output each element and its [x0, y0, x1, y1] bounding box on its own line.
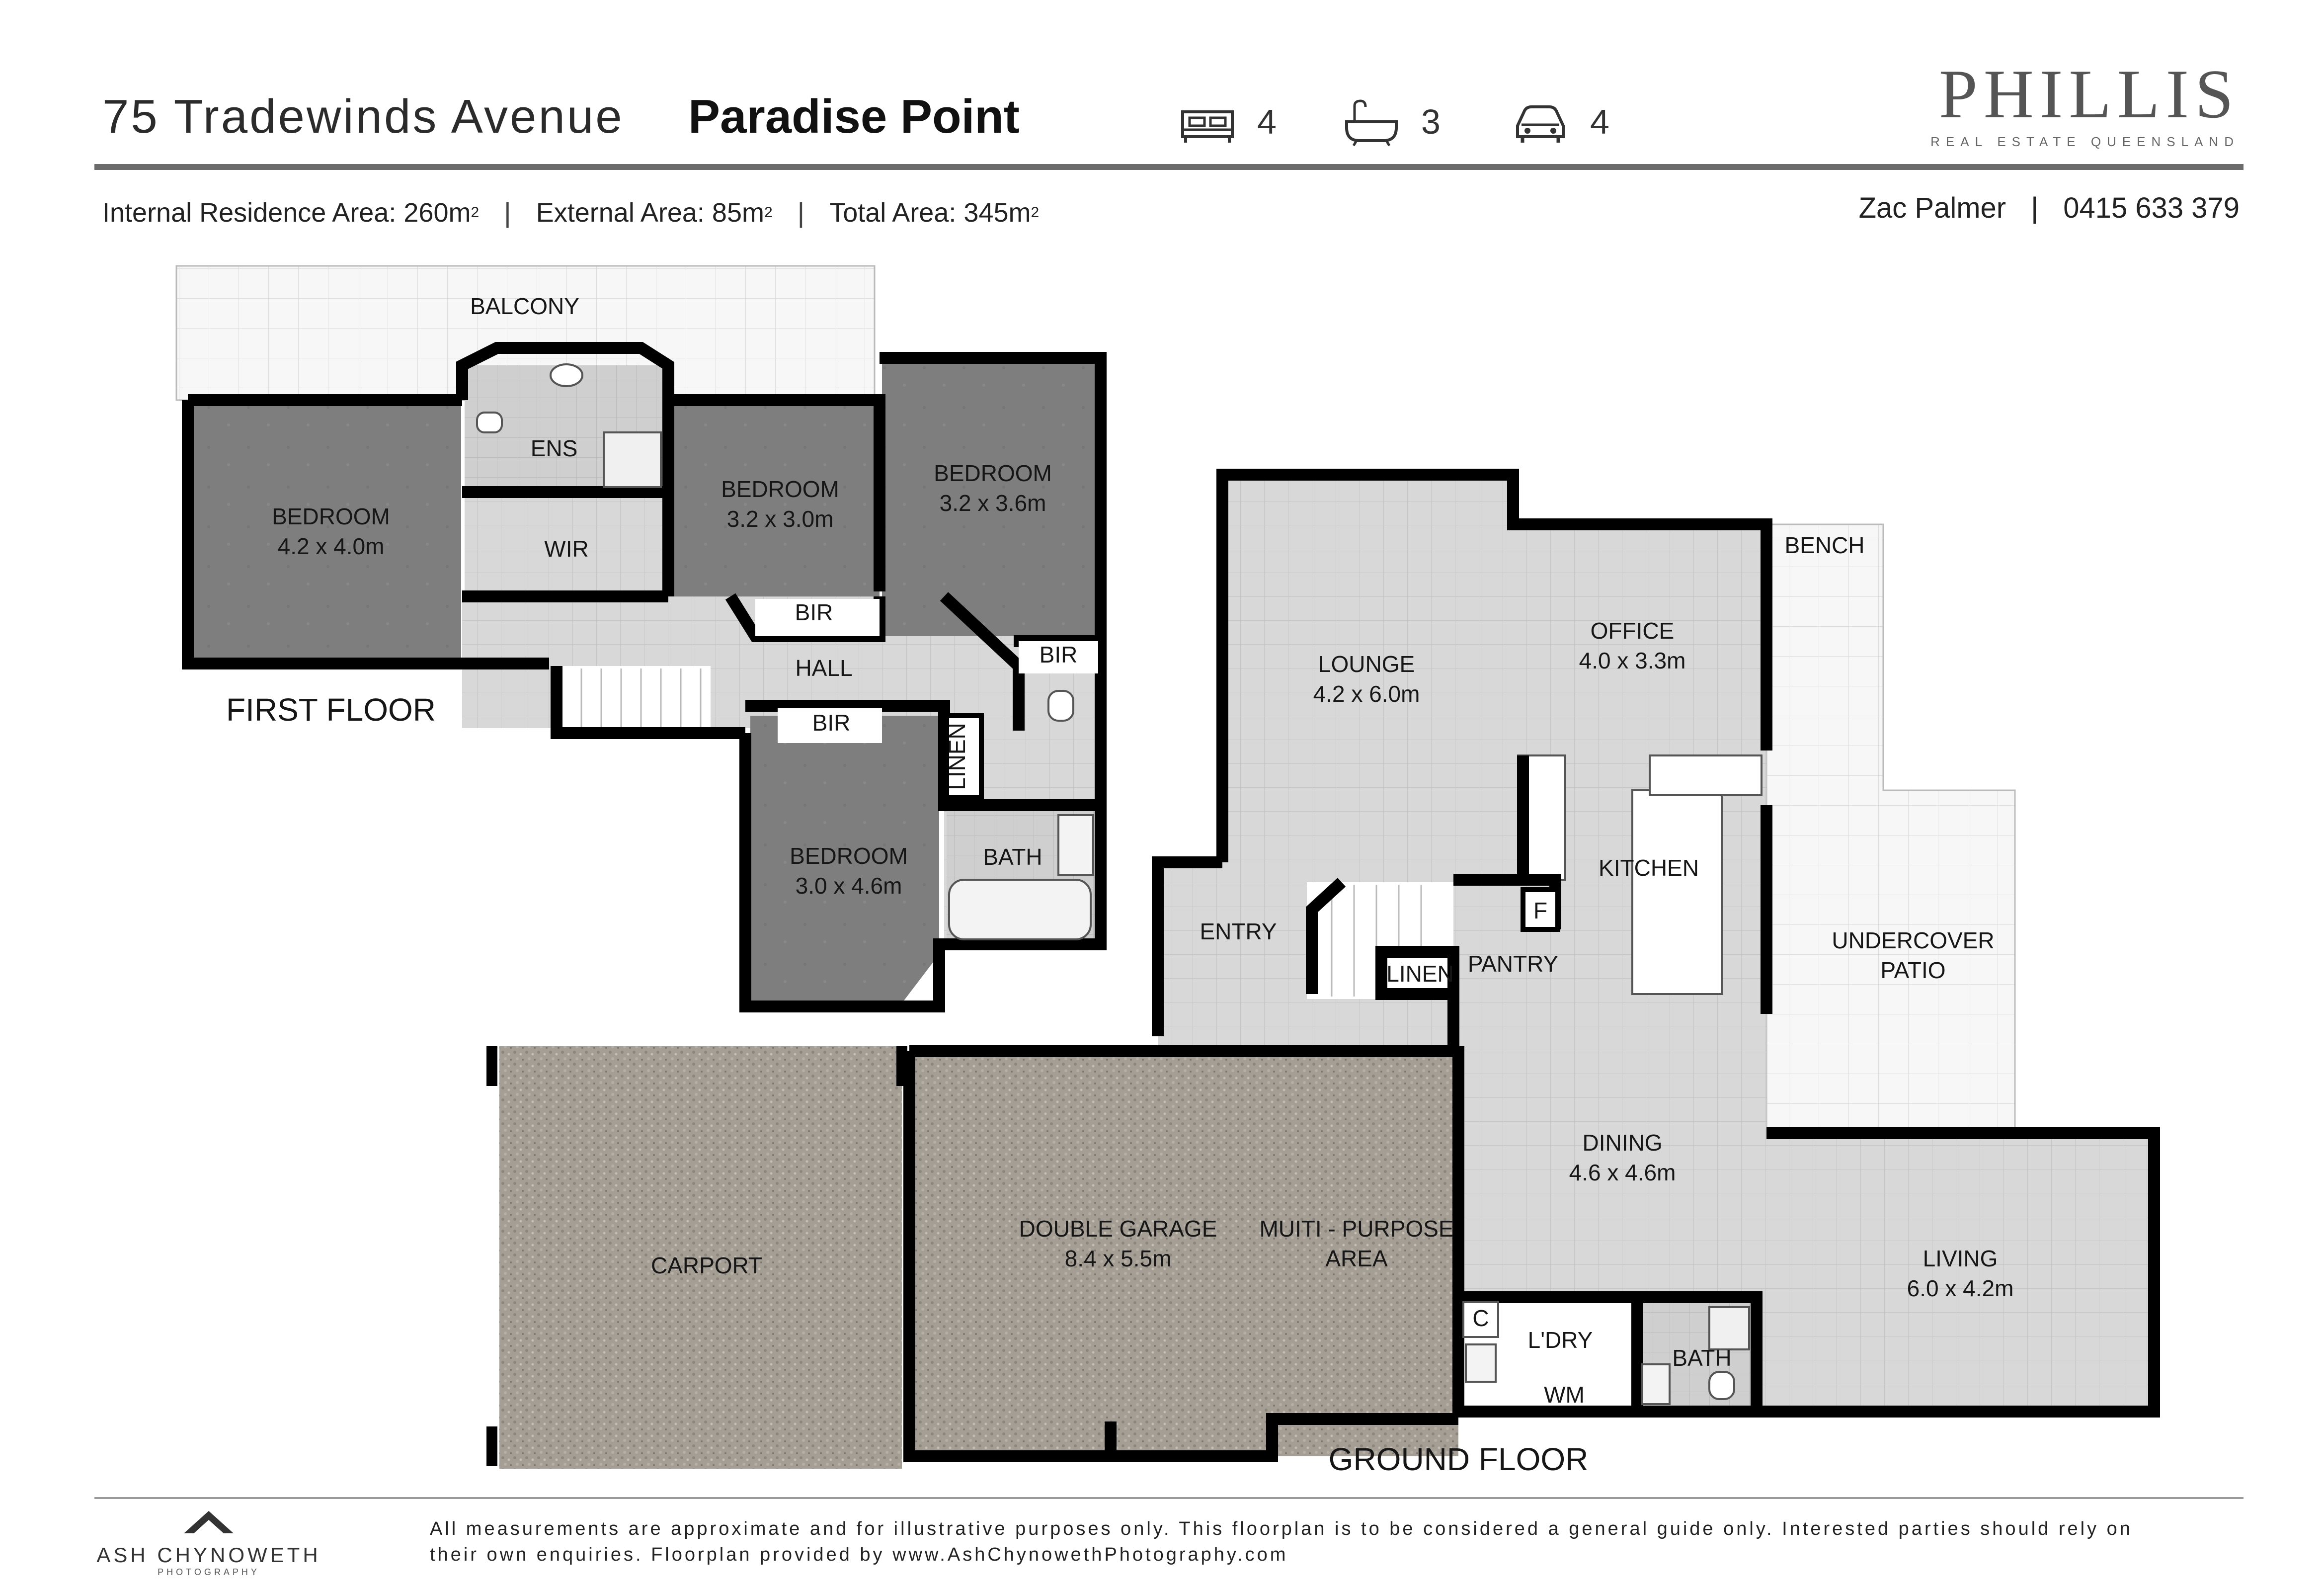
property-suburb: Paradise Point	[688, 90, 1020, 143]
total-area-label: Total Area:	[829, 197, 957, 228]
toilet-ens	[477, 413, 502, 432]
label-wm: WM	[1544, 1382, 1585, 1408]
agent-phone[interactable]: 0415 633 379	[2063, 192, 2240, 224]
stairs-first	[561, 666, 711, 731]
label-living: LIVING	[1923, 1246, 1998, 1271]
photographer-logo	[94, 1506, 323, 1581]
label-bath-first: BATH	[983, 844, 1042, 870]
label-ground-floor: GROUND FLOOR	[1328, 1441, 1589, 1477]
internal-area-label: Internal Residence Area:	[102, 197, 397, 228]
brand-name: PHILLIS	[1938, 56, 2240, 133]
total-area-value: 345m	[963, 197, 1031, 228]
vanity-first	[1058, 815, 1093, 875]
label-linen-first: LINEN	[944, 723, 970, 790]
bath-count-value: 3	[1421, 102, 1441, 141]
area-separator: |	[797, 197, 805, 228]
external-area-label: External Area:	[536, 197, 705, 228]
label-garage: DOUBLE GARAGE	[1019, 1216, 1217, 1242]
external-area-value: 85m	[712, 197, 764, 228]
label-entry: ENTRY	[1200, 918, 1277, 944]
label-lounge: LOUNGE	[1318, 651, 1415, 677]
shower-ens	[604, 432, 661, 487]
shower-ground	[1709, 1307, 1749, 1349]
label-living-size: 6.0 x 4.2m	[1907, 1275, 2014, 1301]
label-bedroom-2: BEDROOM	[721, 476, 839, 502]
car-count-value: 4	[1590, 102, 1609, 141]
photographer-sub: PHOTOGRAPHY	[158, 1567, 260, 1577]
label-bir-c: BIR	[1039, 642, 1078, 668]
label-wir: WIR	[544, 536, 589, 562]
label-balcony: BALCONY	[470, 293, 579, 319]
label-dining: DINING	[1582, 1130, 1663, 1156]
toilet-ground	[1709, 1372, 1734, 1399]
label-bedroom-1: BEDROOM	[272, 503, 390, 529]
label-fridge: F	[1533, 898, 1548, 923]
vanity-ground	[1642, 1364, 1670, 1404]
mountain-icon	[179, 1506, 239, 1536]
label-bir-a: BIR	[795, 599, 833, 625]
agent-separator: |	[2031, 192, 2039, 224]
kitchen-bench-top	[1650, 755, 1762, 795]
label-office: OFFICE	[1590, 618, 1675, 644]
disclaimer: All measurements are approximate and for illustrative purposes only. This floorplan is to be considered a general guide only. Interested parties should rely on their own enquiries. Floorplan provided by www.AshChynowethPhotography.com	[430, 1518, 2133, 1565]
area-separator: |	[504, 197, 511, 228]
first-floor	[176, 266, 1103, 1006]
property-address: 75 Tradewinds Avenue	[102, 90, 624, 143]
label-office-size: 4.0 x 3.3m	[1579, 648, 1686, 673]
label-bench: BENCH	[1784, 532, 1865, 558]
bathtub-first	[949, 880, 1091, 939]
total-area-unit-sup: 2	[1031, 204, 1040, 221]
label-garage-size: 8.4 x 5.5m	[1064, 1246, 1172, 1271]
label-patio-2: PATIO	[1880, 957, 1946, 983]
kitchen-island	[1632, 790, 1722, 994]
label-linen-ground: LINEN	[1386, 961, 1454, 987]
label-bedroom-2-size: 3.2 x 3.0m	[726, 506, 834, 532]
label-bedroom-4-size: 3.0 x 4.6m	[795, 873, 902, 899]
label-lounge-size: 4.2 x 6.0m	[1313, 681, 1420, 707]
footer-divider	[94, 1497, 2244, 1499]
basin-ens	[551, 364, 582, 386]
label-bath-ground: BATH	[1672, 1345, 1732, 1371]
photographer-name: ASH CHYNOWETH	[96, 1543, 321, 1567]
label-ens: ENS	[530, 435, 578, 461]
label-bedroom-3-size: 3.2 x 3.6m	[939, 490, 1046, 516]
bed-count-value: 4	[1257, 102, 1277, 141]
internal-area-value: 260m	[403, 197, 471, 228]
label-dining-size: 4.6 x 4.6m	[1569, 1160, 1676, 1185]
label-hall: HALL	[795, 655, 853, 681]
undercover-patio	[1766, 524, 2015, 1128]
label-bedroom-1-size: 4.2 x 4.0m	[277, 533, 385, 559]
agent-name: Zac Palmer	[1858, 192, 2006, 224]
external-area-unit-sup: 2	[764, 204, 773, 221]
label-patio-1: UNDERCOVER	[1832, 927, 1995, 953]
label-bedroom-3: BEDROOM	[934, 460, 1052, 486]
bedroom-1-floor	[188, 400, 461, 664]
toilet-first	[1048, 691, 1073, 721]
label-cupboard: C	[1472, 1305, 1489, 1331]
brand-subtitle: REAL ESTATE QUEENSLAND	[1930, 134, 2240, 149]
laundry-tub	[1466, 1344, 1496, 1382]
label-pantry: PANTRY	[1467, 951, 1559, 977]
label-bir-b: BIR	[812, 710, 851, 736]
label-carport: CARPORT	[650, 1252, 763, 1278]
label-first-floor: FIRST FLOOR	[226, 692, 436, 728]
label-multi-purpose-2: AREA	[1325, 1246, 1388, 1271]
label-bedroom-4: BEDROOM	[790, 843, 908, 869]
label-multi-purpose-1: MUITI - PURPOSE	[1259, 1216, 1454, 1242]
internal-area-unit-sup: 2	[471, 204, 480, 221]
label-laundry: L'DRY	[1527, 1327, 1593, 1353]
label-kitchen: KITCHEN	[1599, 855, 1699, 881]
